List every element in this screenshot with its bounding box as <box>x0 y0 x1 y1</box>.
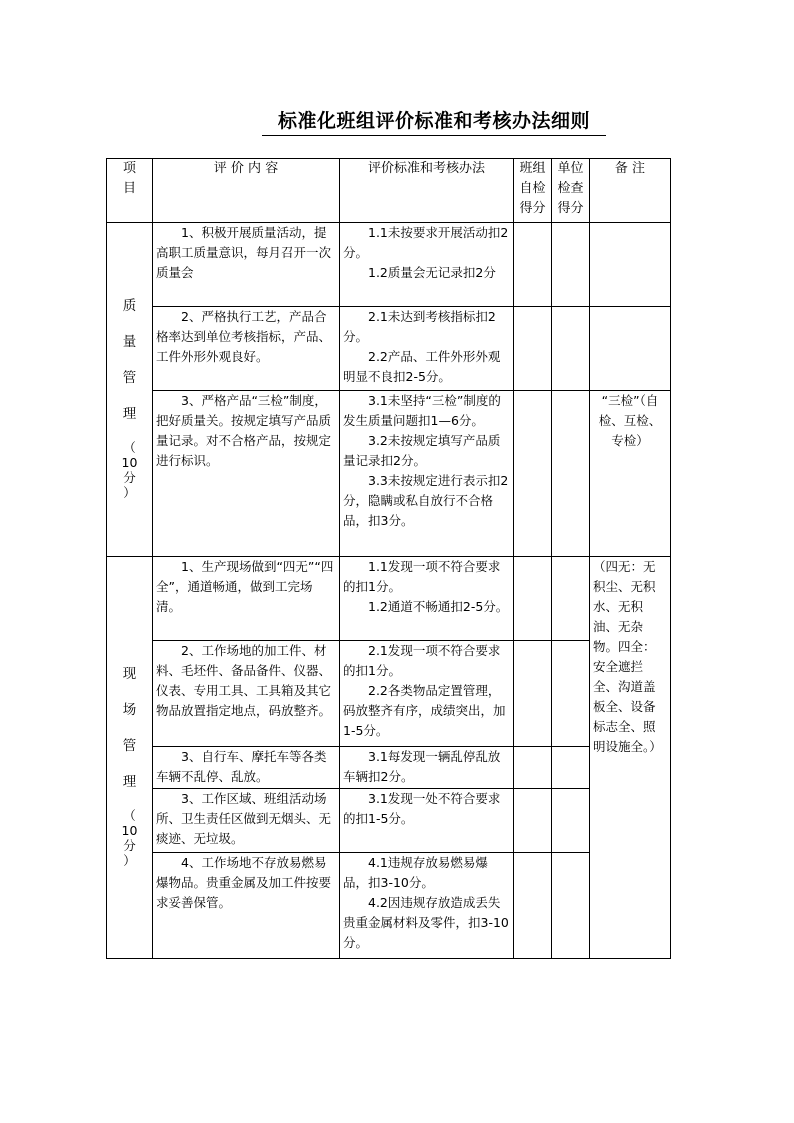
team-score-cell <box>514 307 552 391</box>
section-label-char: 量 <box>122 333 137 350</box>
standard-cell <box>340 557 514 641</box>
section-label-score: ） <box>123 484 136 500</box>
content-text: 2、工作场地的加工件、材料、毛坯件、备品备件、仪器、仪表、专用工具、工具箱及其它物品放置指定地点，码放整齐。 <box>156 643 332 718</box>
section-label-score: ） <box>123 852 136 868</box>
standard-text: 3.1发现一处不符合要求的扣1-5分。 <box>343 791 501 826</box>
header-standard: 评价标准和考核办法 <box>340 159 514 223</box>
table-row <box>107 391 671 557</box>
table-row <box>107 747 671 789</box>
standard-text: 4.2因违规存放造成丢失贵重金属材料及零件，扣3-10分。 <box>343 895 509 950</box>
unit-score-cell <box>552 391 590 557</box>
content-text: 3、工作区域、班组活动场所、卫生责任区做到无烟头、无痰迹、无垃圾。 <box>156 791 332 846</box>
standard-cell <box>340 853 514 959</box>
table-row <box>107 853 671 959</box>
content-cell <box>153 641 340 747</box>
section-label-score: （ <box>123 439 136 455</box>
section-label-score: 分 <box>123 469 136 485</box>
team-score-cell <box>514 223 552 307</box>
section-label <box>107 223 153 557</box>
team-score-cell <box>514 391 552 557</box>
unit-score-cell <box>552 223 590 307</box>
unit-score-cell <box>552 853 590 959</box>
remark-cell <box>590 307 671 391</box>
unit-score-cell <box>552 641 590 747</box>
standard-cell <box>340 641 514 747</box>
standard-cell <box>340 223 514 307</box>
team-score-cell <box>514 853 552 959</box>
remark-cell <box>590 223 671 307</box>
content-cell <box>153 789 340 853</box>
section-label-char: 理 <box>122 405 137 422</box>
evaluation-table <box>106 158 671 959</box>
page-title: 标准化班组评价标准和考核办法细则 <box>262 106 606 136</box>
standard-text: 1.2通道不畅通扣2-5分。 <box>368 599 509 614</box>
unit-score-cell <box>552 747 590 789</box>
standard-text: 1.1未按要求开展活动扣2分。 <box>343 225 509 260</box>
standard-text: 3.1未坚持“三检”制度的发生质量问题扣1—6分。 <box>343 393 501 428</box>
standard-text: 2.2各类物品定置管理，码放整齐有序，成绩突出，加1-5分。 <box>343 683 506 738</box>
table-row <box>107 223 671 307</box>
section-label <box>107 557 153 959</box>
table-row <box>107 789 671 853</box>
standard-cell <box>340 747 514 789</box>
standard-cell <box>340 391 514 557</box>
content-text: 4、工作场地不存放易燃易爆物品。贵重金属及加工件按要求妥善保管。 <box>156 855 332 910</box>
unit-score-cell <box>552 557 590 641</box>
section-label-char: 质 <box>122 297 137 314</box>
content-cell <box>153 557 340 641</box>
standard-cell <box>340 789 514 853</box>
standard-text: 2.2产品、工件外形外观明显不良扣2-5分。 <box>343 349 501 384</box>
standard-text: 3.1每发现一辆乱停乱放车辆扣2分。 <box>343 749 501 784</box>
content-text: 3、自行车、摩托车等各类车辆不乱停、乱放。 <box>156 749 327 784</box>
header-content: 评 价 内 容 <box>153 159 340 223</box>
header-row <box>107 159 671 223</box>
standard-text: 2.1未达到考核指标扣2分。 <box>343 309 496 344</box>
section-label-score: （ <box>123 807 136 823</box>
table-row <box>107 557 671 641</box>
team-score-cell <box>514 641 552 747</box>
standard-text: 1.1发现一项不符合要求的扣1分。 <box>343 559 501 594</box>
header-item: 项 目 <box>107 159 153 223</box>
standard-text: 4.1违规存放易燃易爆品，扣3-10分。 <box>343 855 488 890</box>
team-score-cell <box>514 789 552 853</box>
section-label-score: 分 <box>123 837 136 853</box>
section-label-char: 场 <box>122 701 137 718</box>
header-team-score: 班组 自检 得分 <box>514 159 552 223</box>
section-label-char: 理 <box>122 773 137 790</box>
section-label-score: 10 <box>121 822 138 838</box>
header-remark: 备 注 <box>590 159 671 223</box>
content-cell <box>153 747 340 789</box>
content-text: 1、积极开展质量活动，提高职工质量意识，每月召开一次质量会 <box>156 225 332 280</box>
table-body <box>107 223 671 959</box>
table-row <box>107 641 671 747</box>
content-text: 3、严格产品“三检”制度，把好质量关。按规定填写产品质量记录。对不合格产品，按规定进行标识。 <box>156 393 332 468</box>
content-text: 1、生产现场做到“四无”“四全”，通道畅通，做到工完场清。 <box>156 559 334 614</box>
team-score-cell <box>514 557 552 641</box>
section-label-score: 10 <box>121 454 138 470</box>
standard-text: 3.3未按规定进行表示扣2分，隐瞒或私自放行不合格品，扣3分。 <box>343 473 509 528</box>
content-text: 2、严格执行工艺，产品合格率达到单位考核指标，产品、工件外形外观良好。 <box>156 309 332 364</box>
section-label-char: 现 <box>122 665 137 682</box>
team-score-cell <box>514 747 552 789</box>
standard-text: 1.2质量会无记录扣2分 <box>368 265 496 280</box>
content-cell <box>153 853 340 959</box>
standard-cell <box>340 307 514 391</box>
section-label-char: 管 <box>122 737 137 754</box>
content-cell <box>153 391 340 557</box>
content-cell <box>153 307 340 391</box>
standard-text: 2.1发现一项不符合要求的扣1分。 <box>343 643 501 678</box>
remark-cell: （四无：无积尘、无积水、无积油、无杂物。四全：安全遮拦全、沟道盖板全、设备标志全、照明设施全。） <box>590 557 671 959</box>
standard-text: 3.2未按规定填写产品质量记录扣2分。 <box>343 433 501 468</box>
header-unit-score: 单位 检查 得分 <box>552 159 590 223</box>
section-label-char: 管 <box>122 369 137 386</box>
remark-cell: “三检”（自检、互检、专检） <box>590 391 671 557</box>
unit-score-cell <box>552 789 590 853</box>
table-row <box>107 307 671 391</box>
unit-score-cell <box>552 307 590 391</box>
content-cell <box>153 223 340 307</box>
